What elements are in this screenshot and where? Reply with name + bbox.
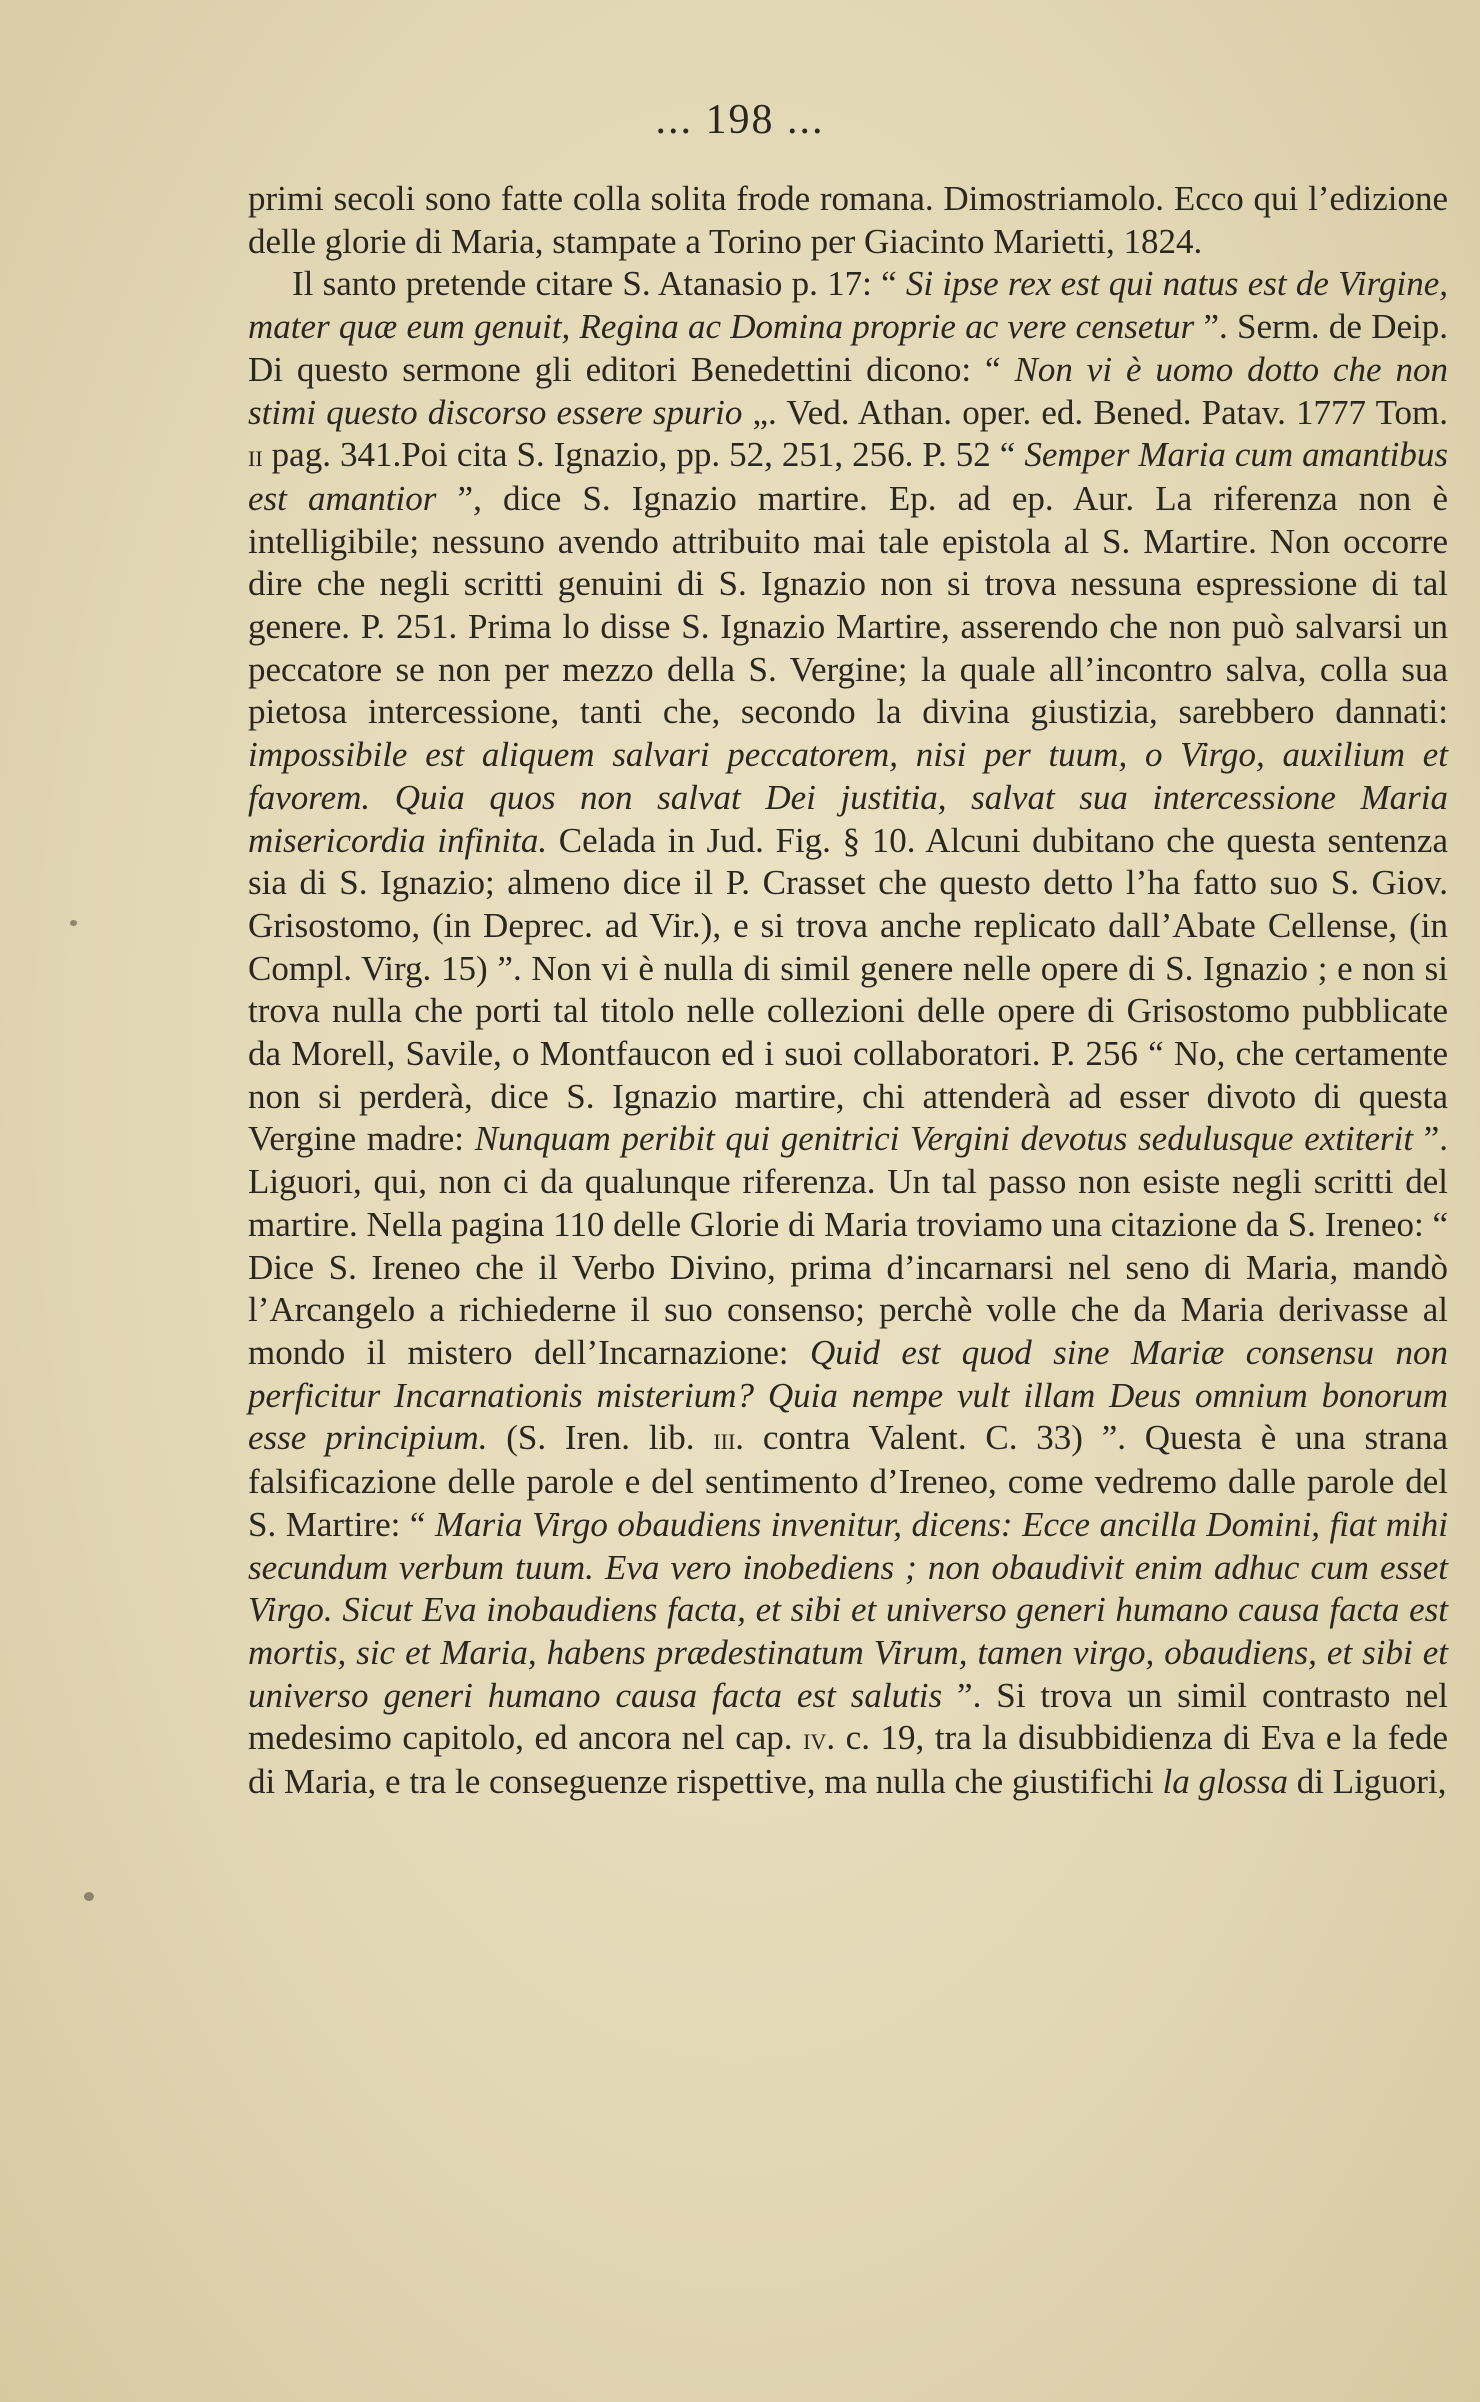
text-run: . contra Valent. C. 33) ”. Questa è una strana falsificazione delle parole e del sentimento d’Ireneo, come vedremo dalle parole del S. Martire: “ — [248, 1418, 1449, 1544]
italic-quote: Semper Maria cum amantibus est amantior — [248, 435, 1448, 518]
italic-quote: Maria Virgo obaudiens invenitur, dicens: Ecce ancilla Domini, fiat mihi secundum verbum tuum. Eva vero inobediens ; non obaudivit enim adhuc cum esset Virgo. Sicut Eva inobaudiens facta, et sibi et universo generi humano causa facta est mortis, sic et Maria, habens prædestinatum Virum, tamen virgo, obaudiens, et sibi et universo generi humano causa facta est salutis — [248, 1504, 1448, 1715]
text-run: Il santo pretende citare S. Atanasio p. 17: “ — [292, 264, 906, 304]
text-run: Celada in Jud. Fig. § 10. Alcuni dubitano che questa sentenza sia di S. Ignazio; almeno dice il P. Crasset che questo detto l’ha fatto suo S. Giov. Grisostomo, (in Deprec. ad Vir.), e si trova anche replicato dall’Abate Cellense, (in Compl. Virg. 15) ”. Non vi è nulla di simil genere nelle opere di S. Ignazio ; e non si trova nulla che porti tal titolo nelle collezioni delle opere di Grisostomo pubblicate da Morell, Savile, o Montfaucon ed i suoi collaboratori. P. 256 “ No, che certamente non si perderà, dice S. Ignazio martire, chi attenderà ad esser divoto di questa Vergine madre: — [248, 820, 1449, 1159]
italic-quote: Nunquam peribit qui genitrici Vergini devotus sedulusque extiterit — [474, 1119, 1414, 1159]
roman-numeral: iv — [803, 1721, 827, 1757]
italic-quote: impossibile est aliquem salvari peccatorem, nisi per tuum, o Virgo, auxilium et favorem. Quia quos non salvat Dei justitia, salvat sua intercessione Maria misericordia infinita. — [248, 735, 1448, 860]
text-run: di Liguori, — [1287, 1762, 1447, 1802]
text-run: pag. 341.Poi cita S. Ignazio, pp. 52, 251, 256. P. 52 “ — [262, 435, 1025, 475]
paragraph — [248, 263, 1448, 1803]
ink-spot — [84, 1892, 94, 1901]
text-run: ”. Liguori, qui, non ci da qualunque riferenza. Un tal passo non esiste negli scritti del martire. Nella pagina 110 delle Glorie di Maria troviamo una citazione da S. Ireneo: “ Dice S. Ireneo che il Verbo Divino, prima d’incarnarsi nel seno di Maria, mandò l’Arcangelo a richiederne il suo consenso; perchè volle che da Maria derivasse al mondo il mistero dell’Incarnazione: — [248, 1119, 1448, 1372]
italic-quote: Quid est quod sine Mariæ consensu non perficitur Incarnationis misterium? Quia nempe vult illam Deus omnium bonorum esse principium. — [248, 1332, 1448, 1458]
text-run: „. Ved. Athan. oper. ed. Bened. Patav. 1777 Tom. — [742, 392, 1448, 432]
page-number: ... 198 ... — [655, 97, 825, 143]
roman-numeral: iii — [713, 1421, 736, 1457]
text-run: . c. 19, tra la disubbidienza di Eva e la fede di Maria, e tra le conseguenze rispettive, ma nulla che giustifichi — [248, 1718, 1448, 1802]
text-run: (S. Iren. lib. — [487, 1418, 714, 1458]
italic-quote: Non vi è uomo dotto che non stimi questo discorso essere spurio — [248, 349, 1448, 432]
roman-numeral: ii — [248, 438, 263, 474]
italic-quote: Si ipse rex est qui natus est de Virgine, mater quæ eum genuit, Regina ac Domina proprie ac vere censetur — [248, 264, 1448, 347]
body-text — [248, 178, 1448, 1804]
text-run: ”. Serm. de Deip. Di questo sermone gli editori Benedettini dicono: “ — [248, 307, 1448, 389]
italic-quote: la glossa — [1162, 1762, 1288, 1802]
text-run: primi secoli sono fatte colla solita frode romana. Dimostriamolo. Ecco qui l’edizione delle glorie di Maria, stampate a Torino per Giacinto Marietti, 1824. — [248, 179, 1448, 261]
paragraph — [248, 178, 1448, 263]
text-run: ”. Si trova un simil contrasto nel medesimo capitolo, ed ancora nel cap. — [248, 1675, 1448, 1758]
text-run: ”, dice S. Ignazio martire. Ep. ad ep. Aur. La riferenza non è intelligibile; nessuno avendo attribuito mai tale epistola al S. Martire. Non occorre dire che negli scritti genuini di S. Ignazio non si trova nessuna espressione di tal genere. P. 251. Prima lo disse S. Ignazio Martire, asserendo che non può salvarsi un peccatore se non per mezzo della S. Vergine; la quale all’incontro salva, colla sua pietosa intercessione, tanti che, secondo la divina giustizia, sarebbero dannati: — [248, 478, 1448, 732]
ink-spot — [70, 920, 77, 926]
